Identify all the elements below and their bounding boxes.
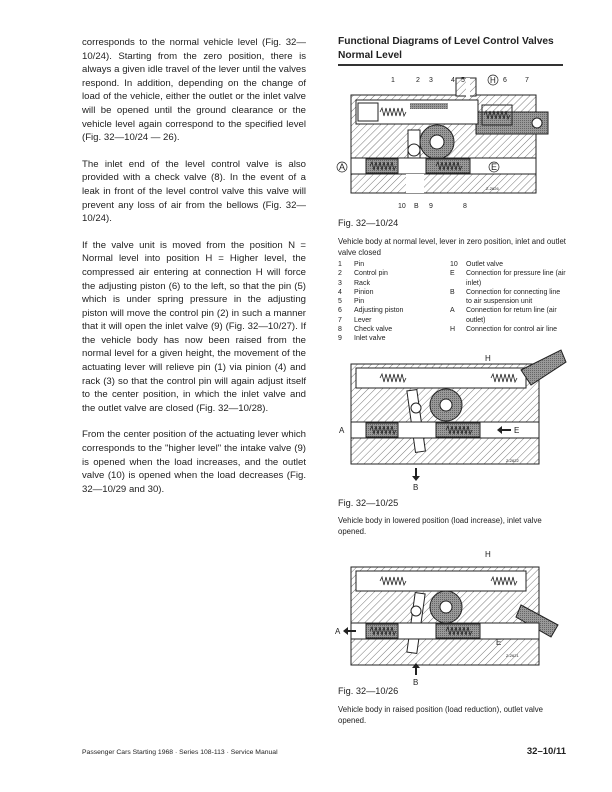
valve-diagram-raised	[336, 545, 566, 685]
legend-key: 3	[338, 279, 342, 287]
port-B-label: B	[413, 678, 419, 687]
paragraph: From the center position of the actuating lever which corresponds to the "higher level" the intake valve (9) is opened when the load increases, and the outlet valve (10) is opened when the load decreases (Fig. 32—10/29 and 30).	[82, 429, 306, 495]
legend-item	[450, 306, 566, 325]
legend-value: Outlet valve	[466, 261, 503, 268]
legend-value: Connection for return line (air outlet)	[466, 307, 557, 324]
port-H-label: H	[485, 550, 491, 559]
paragraph: If the valve unit is moved from the position N = Normal level into position H = Higher level, the compressed air entering at connection H will force the adjusting piston (6) to the left, so that the pin (5) which is under spring pressure in the adjusting piston will move the control pin (2) in such a manner that it will open the inlet valve (9) (Fig. 32—10/27). If the vehicle body has now been raised from the normal level for a given height, the movement of the actuating lever will relieve pin (1) via pinion (4) and rack (3) so that the control pin will again adjust itself to the center position, in which the inlet valve and the outlet valve are closed (Fig. 32—10/28).	[82, 239, 306, 414]
paragraph: corresponds to the normal vehicle level (Fig. 32—10/24). Starting from the zero position, there is always a given idle travel of the lever until the valves respond. In addition, depending on the change of load of the vehicle, either the outlet or the inlet valve will be opened until the ground clearance or the vehicle level again correspond to the specified level (Fig. 32—10/24 — 26).	[82, 37, 306, 144]
callout-8: 8	[463, 203, 467, 210]
port-A-label: A	[335, 627, 341, 636]
legend-value: Rack	[354, 279, 370, 287]
legend-item	[338, 260, 450, 269]
callout-10: 10	[398, 203, 406, 210]
legend-key: 7	[338, 316, 342, 324]
legend-key: 10	[450, 261, 458, 268]
legend-key: 4	[338, 288, 342, 296]
figure-description: Vehicle body in raised position (load reduction), outlet valve opened.	[338, 705, 544, 725]
legend-value: Lever	[354, 316, 372, 324]
legend-item	[338, 334, 450, 343]
legend-value: Check valve	[354, 326, 393, 334]
callout-6: 6	[503, 77, 507, 84]
drawing-code: Z-2621	[506, 653, 519, 658]
paragraph: The inlet end of the level control valve is also provided with a check valve (8). In the event of a leak in front of the level control valve this valve will prevent any loss of air from the bellows (Fig. 32—10/24).	[82, 158, 306, 225]
legend-item	[338, 325, 450, 334]
legend-key: B	[450, 288, 455, 296]
legend-item	[338, 269, 450, 278]
page-number: 32–10/11	[526, 746, 566, 757]
port-E-label: E	[496, 638, 502, 647]
footer-text: Passenger Cars Starting 1968 · Series 108-113 · Service Manual	[82, 749, 278, 756]
legend-key: H	[450, 326, 456, 334]
valve-diagram-normal-level	[336, 70, 566, 220]
port-B-label: B	[413, 483, 419, 492]
drawing-code: Z-2626	[486, 186, 499, 191]
section-heading: Functional Diagrams of Level Control Valves Normal Level	[338, 36, 554, 61]
legend-item	[450, 288, 566, 307]
drawing-code: Z-2622	[506, 458, 519, 463]
port-A-label: A	[339, 426, 345, 435]
legend-key: A	[450, 307, 455, 315]
legend-item	[338, 288, 450, 297]
port-H-label: H	[490, 76, 496, 85]
legend-key: 5	[338, 298, 342, 306]
port-B-label: B	[414, 203, 419, 210]
callout-2: 2	[416, 77, 420, 84]
legend-value: Adjusting piston	[354, 307, 404, 315]
legend-value: Pin	[354, 261, 365, 268]
legend-value: Connection for connecting line to air suspension unit	[466, 288, 561, 306]
legend-key: 8	[338, 326, 342, 334]
legend-item	[338, 297, 450, 306]
callout-9: 9	[429, 203, 433, 210]
valve-diagram-lowered	[336, 350, 566, 490]
legend-item	[338, 306, 450, 315]
legend-key: 1	[338, 261, 342, 268]
port-A-label: A	[339, 162, 346, 172]
legend-value: Pin	[354, 298, 365, 306]
legend-item	[338, 316, 450, 325]
figure-description: Vehicle body in lowered position (load increase), inlet valve opened.	[338, 516, 542, 536]
legend-value: Control pin	[354, 270, 388, 278]
legend-value: Pinion	[354, 288, 374, 296]
callout-5: 5	[461, 77, 465, 84]
legend-key: 9	[338, 335, 342, 343]
left-column	[82, 36, 306, 509]
legend	[338, 260, 566, 344]
port-E-label: E	[514, 426, 520, 435]
legend-value: Inlet valve	[354, 335, 386, 343]
figure-description: Vehicle body at normal level, lever in zero position, inlet and outlet valve closed	[338, 237, 566, 257]
port-H-label: H	[485, 354, 491, 363]
legend-item	[450, 269, 566, 288]
legend-value: Connection for pressure line (air inlet)	[466, 270, 566, 287]
legend-item	[450, 260, 566, 269]
callout-4: 4	[451, 77, 455, 84]
heading-rule	[338, 64, 563, 66]
callout-3: 3	[429, 77, 433, 84]
legend-key: E	[450, 270, 455, 278]
callout-7: 7	[525, 77, 529, 84]
legend-value: Connection for control air line	[466, 326, 558, 334]
legend-item	[450, 325, 566, 334]
figure-caption: Fig. 32—10/25	[338, 498, 399, 508]
legend-key: 2	[338, 270, 342, 278]
figure-caption: Fig. 32—10/26	[338, 686, 399, 696]
callout-1: 1	[391, 77, 395, 84]
figure-caption: Fig. 32—10/24	[338, 218, 399, 228]
legend-key: 6	[338, 307, 342, 315]
port-E-label: E	[491, 162, 498, 172]
legend-item	[338, 279, 450, 288]
